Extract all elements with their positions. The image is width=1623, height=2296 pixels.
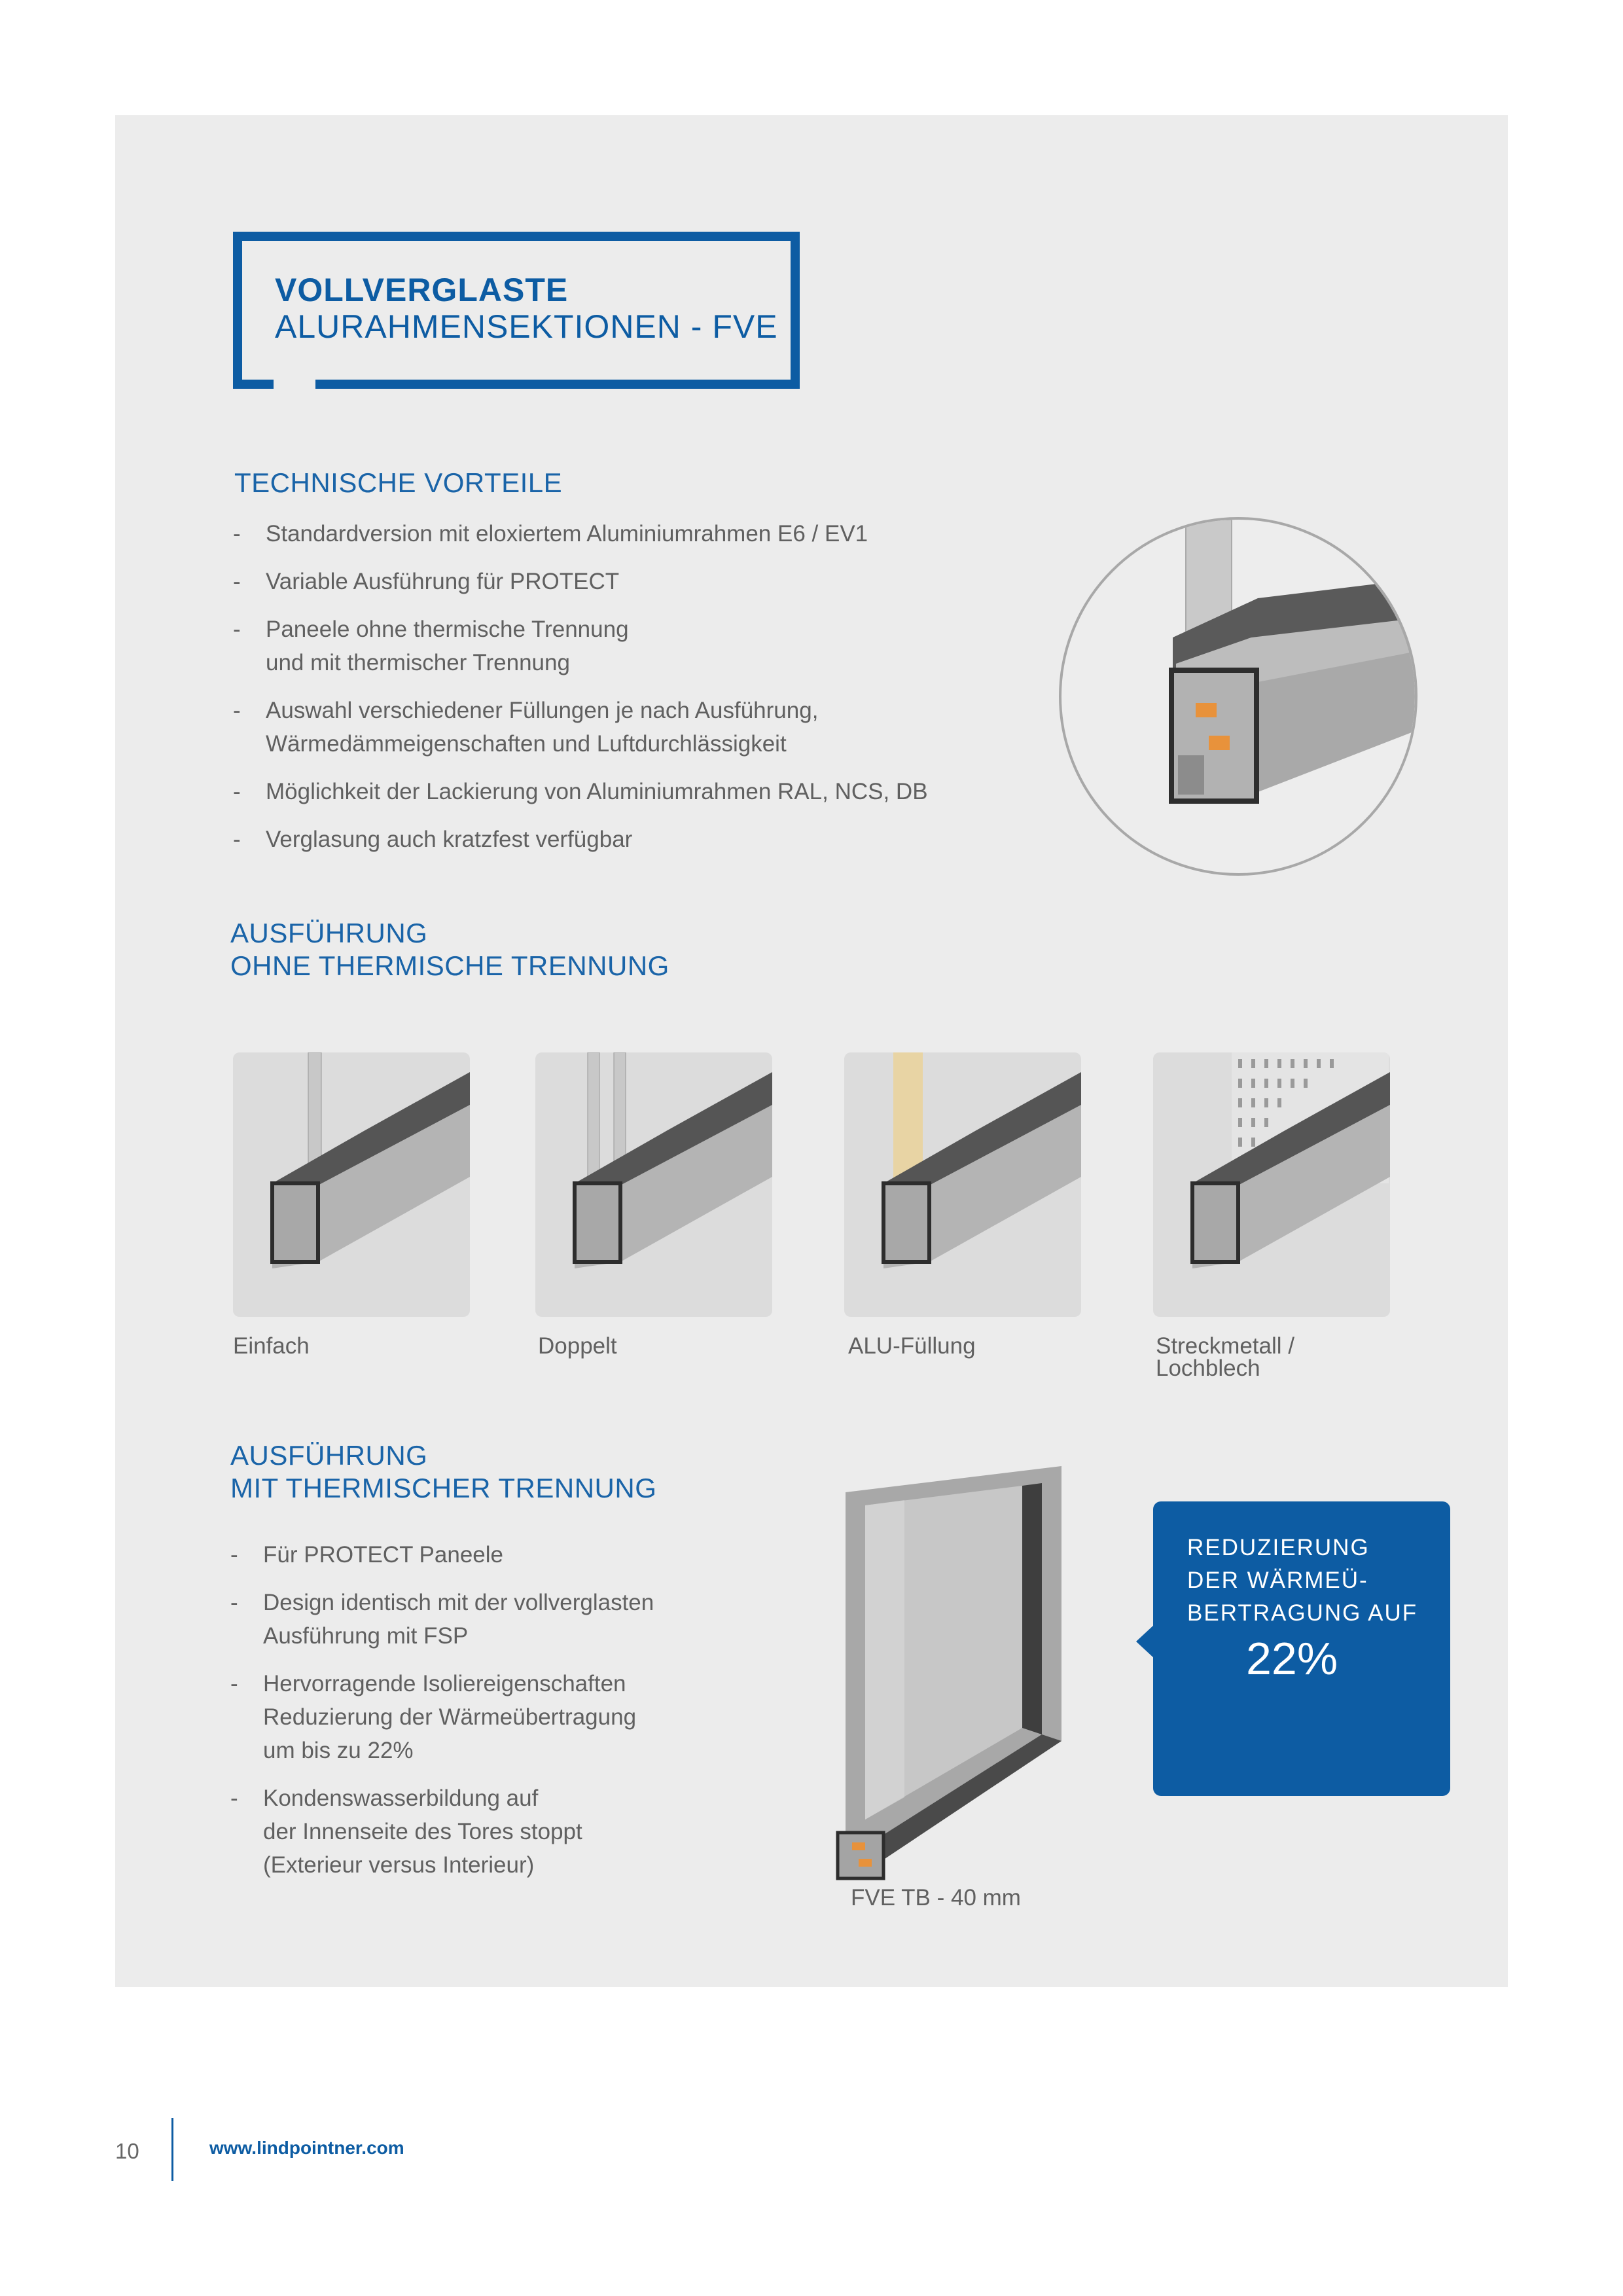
with-tb-heading-1: AUSFÜHRUNG xyxy=(230,1440,428,1471)
variant-label-streckmetall: Streckmetall / Lochblech xyxy=(1156,1333,1294,1381)
with-tb-list xyxy=(230,1538,793,1896)
page-subtitle: ALURAHMENSEKTIONEN - FVE xyxy=(275,308,778,345)
variant-image-einfach xyxy=(233,1052,470,1317)
list-item: - Verglasung auch kratzfest verfügbar xyxy=(233,823,1097,856)
variant-label-alu-fuellung: ALU-Füllung xyxy=(848,1333,976,1359)
footer-website-link[interactable]: www.lindpointner.com xyxy=(209,2138,404,2158)
door-section-image xyxy=(826,1466,1075,1885)
list-item: - Variable Ausführung für PROTECT xyxy=(233,565,1097,598)
heat-reduction-callout xyxy=(1153,1501,1450,1796)
page-number: 10 xyxy=(115,2139,139,2163)
callout-value: 22% xyxy=(1246,1633,1338,1684)
list-item: - Design identisch mit der vollverglasten Ausführung mit FSP xyxy=(230,1586,793,1653)
variant-label-einfach: Einfach xyxy=(233,1333,310,1359)
title-frame-notch xyxy=(274,378,315,391)
variant-label-doppelt: Doppelt xyxy=(538,1333,617,1359)
door-caption: FVE TB - 40 mm xyxy=(851,1885,1021,1910)
without-tb-heading-1: AUSFÜHRUNG xyxy=(230,918,428,948)
technical-list xyxy=(233,517,1097,870)
page-title: VOLLVERGLASTE xyxy=(275,272,569,308)
without-tb-heading-2: OHNE THERMISCHE TRENNUNG xyxy=(230,950,669,981)
list-item: - Möglichkeit der Lackierung von Aluminiumrahmen RAL, NCS, DB xyxy=(233,775,1097,808)
list-item: - Auswahl verschiedener Füllungen je nach Ausführung, Wärmedämmeigenschaften und Luftdurchlässigkeit xyxy=(233,694,1097,761)
variant-image-doppelt xyxy=(535,1052,772,1317)
with-tb-heading-2: MIT THERMISCHER TRENNUNG xyxy=(230,1473,657,1503)
variant-image-alu-fuellung xyxy=(844,1052,1081,1317)
list-item: - Standardversion mit eloxiertem Aluminiumrahmen E6 / EV1 xyxy=(233,517,1097,550)
callout-text: REDUZIERUNG DER WÄRMEÜ- BERTRAGUNG AUF xyxy=(1187,1535,1418,1626)
list-item: - Kondenswasserbildung auf der Innenseite des Tores stoppt (Exterieur versus Interieur) xyxy=(230,1782,793,1882)
list-item: - Für PROTECT Paneele xyxy=(230,1538,793,1571)
list-item: - Paneele ohne thermische Trennung und mit thermischer Trennung xyxy=(233,613,1097,679)
list-item: - Hervorragende Isoliereigenschaften Reduzierung der Wärmeübertragung um bis zu 22% xyxy=(230,1667,793,1767)
profile-detail-image xyxy=(1059,517,1418,876)
technical-heading: TECHNISCHE VORTEILE xyxy=(234,467,563,498)
variant-image-streckmetall xyxy=(1153,1052,1390,1317)
callout-pointer xyxy=(1136,1624,1154,1659)
footer-divider xyxy=(171,2118,173,2181)
